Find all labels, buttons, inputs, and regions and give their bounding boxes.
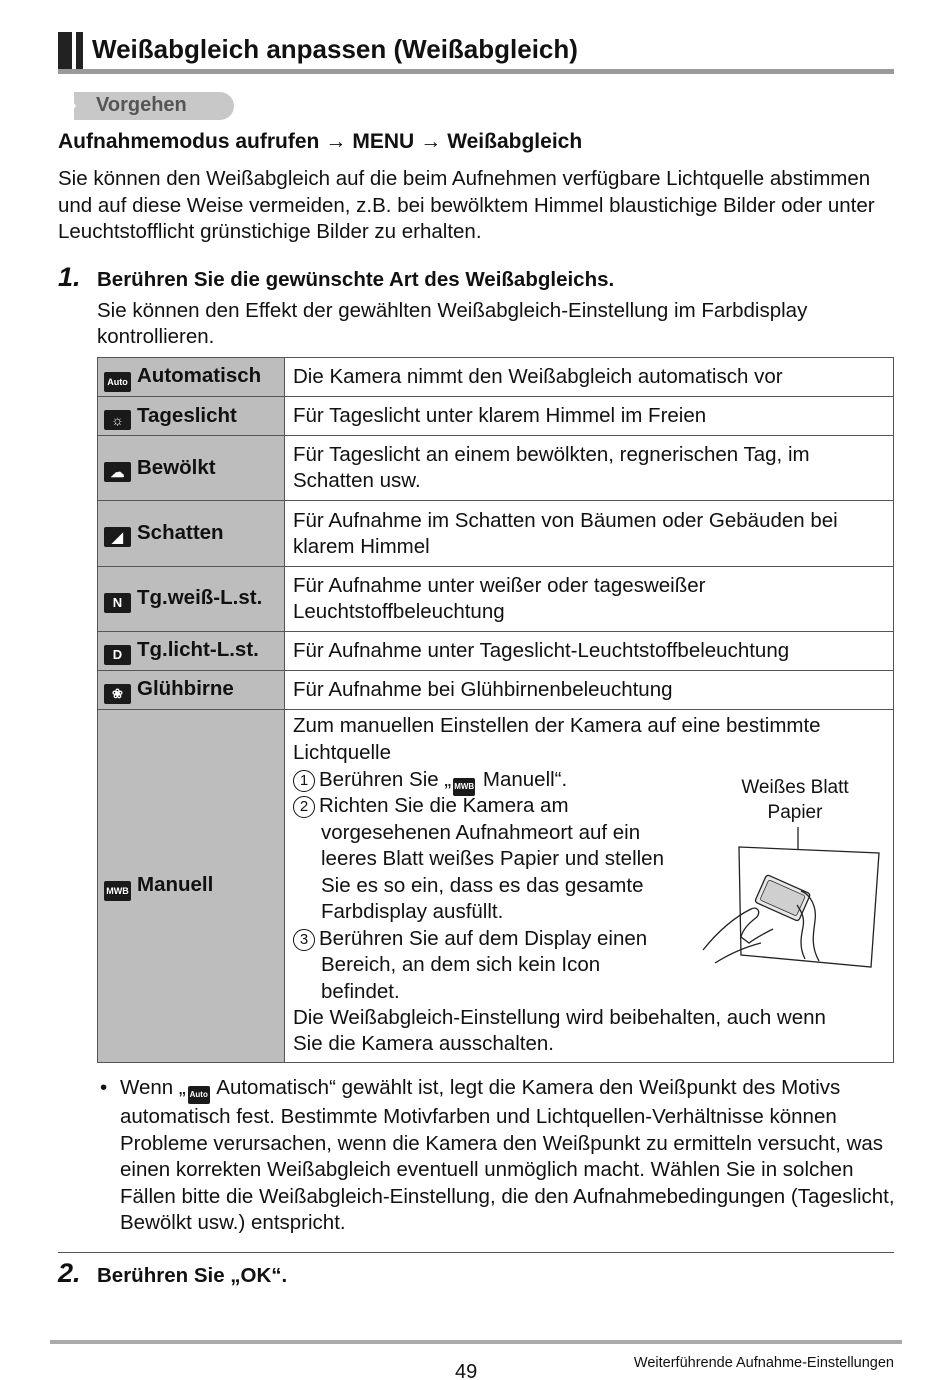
table-row bbox=[98, 632, 894, 671]
manual-step-text: Richten Sie die Kamera am bbox=[319, 794, 569, 817]
menu-path-step-2: MENU bbox=[352, 130, 415, 153]
manual-step-text: Sie es so ein, dass es das gesamte bbox=[321, 874, 644, 897]
mode-name: Tg.licht-L.st. bbox=[137, 638, 259, 661]
mode-name: Glühbirne bbox=[137, 677, 234, 700]
menu-path bbox=[58, 130, 582, 154]
manual-step-text: Farbdisplay ausfüllt. bbox=[321, 900, 504, 923]
note-text-pre: Wenn „ bbox=[120, 1076, 186, 1099]
manual-step-text: Berühren Sie „ bbox=[319, 768, 452, 791]
step-1-description: Sie können den Effekt der gewählten Weißabgleich-Einstellung im Farbdisplay kontrollieren. bbox=[97, 299, 808, 348]
table-row bbox=[98, 710, 894, 1063]
note-text bbox=[120, 1075, 895, 1237]
shade-icon: ◢ bbox=[104, 527, 131, 547]
white-balance-table bbox=[97, 357, 894, 1063]
bulb-icon: ❀ bbox=[104, 684, 131, 704]
manual-step-text: Manuell“. bbox=[477, 768, 568, 791]
manual-intro: Zum manuellen Einstellen der Kamera auf eine bestimmte bbox=[293, 714, 821, 737]
mode-name: Tageslicht bbox=[137, 403, 237, 427]
paper-label-line: Weißes Blatt bbox=[741, 777, 849, 798]
note-text-post: Automatisch“ gewählt ist, legt die Kamera den Weißpunkt des Motivs automatisch fest. Bestimmte Motivfarben und Lichtquellen-Verhältnisse können Probleme verursachen, wenn die Kamera den Weißpunkt zu ermitteln versucht, was einen korrekten Weißabgleich eventuell unmöglich macht. Wählen Sie in solchen Fällen bitte die Weißabgleich-Einstellung, die den Aufnahmebedingungen (Tageslicht, Bewölkt usw.) entspricht. bbox=[120, 1076, 895, 1234]
mode-description: Für Tageslicht unter klarem Himmel im Freien bbox=[285, 397, 894, 436]
mode-name: Bewölkt bbox=[137, 455, 216, 479]
table-row bbox=[98, 671, 894, 710]
title-marker-thin bbox=[76, 32, 83, 72]
manual-step-text: befindet. bbox=[321, 980, 400, 1003]
manual-wb-icon: MWB bbox=[453, 778, 475, 796]
table-row bbox=[98, 567, 894, 632]
mode-cell[interactable] bbox=[98, 567, 285, 632]
auto-wb-icon: Auto bbox=[188, 1086, 210, 1104]
step-2-number: 2. bbox=[58, 1258, 81, 1288]
paper-label bbox=[725, 775, 865, 825]
fluorescent-n-icon: N bbox=[104, 593, 131, 613]
table-row bbox=[98, 358, 894, 397]
step-circle: 1 bbox=[293, 770, 315, 792]
manual-outro: Sie die Kamera ausschalten. bbox=[293, 1032, 554, 1055]
procedure-label: Vorgehen bbox=[96, 94, 187, 116]
mode-cell[interactable] bbox=[98, 671, 285, 710]
manual-step-2 bbox=[293, 793, 569, 819]
step-1-heading: Berühren Sie die gewünschte Art des Weißabgleichs. bbox=[97, 268, 615, 291]
title-marker bbox=[58, 32, 72, 72]
procedure-badge bbox=[60, 92, 234, 120]
manual-outro: Die Weißabgleich-Einstellung wird beibehalten, auch wenn bbox=[293, 1006, 826, 1029]
manual-step-text: leeres Blatt weißes Papier und stellen bbox=[321, 847, 664, 870]
mode-cell[interactable] bbox=[98, 632, 285, 671]
cloud-icon: ☁ bbox=[104, 462, 131, 482]
manual-wb-icon: MWB bbox=[104, 881, 131, 901]
manual-step-text: Berühren Sie auf dem Display einen bbox=[319, 927, 648, 950]
step-1-number: 1. bbox=[58, 262, 81, 292]
fluorescent-d-icon: D bbox=[104, 645, 131, 665]
step-circle: 2 bbox=[293, 796, 315, 818]
arrow-right-icon: → bbox=[325, 130, 347, 153]
auto-wb-icon: Auto bbox=[104, 372, 131, 392]
camera-paper-illustration bbox=[701, 825, 891, 975]
mode-cell[interactable] bbox=[98, 710, 285, 1063]
mode-name: Manuell bbox=[137, 872, 214, 896]
page-number: 49 bbox=[455, 1361, 478, 1380]
manual-step-3 bbox=[293, 926, 647, 952]
mode-description: Die Kamera nimmt den Weißabgleich automatisch vor bbox=[285, 358, 894, 397]
mode-cell[interactable] bbox=[98, 358, 285, 397]
mode-cell[interactable] bbox=[98, 436, 285, 501]
bullet: • bbox=[100, 1076, 108, 1099]
intro-paragraph: Sie können den Weißabgleich auf die beim Aufnehmen verfügbare Lichtquelle abstimmen und auf diese Weise vermeiden, z.B. bei bewölktem Himmel blaustichige Bilder oder unter Leuchtstofflicht grünstichige Bilder zu erhalten. bbox=[58, 167, 875, 243]
step-circle: 3 bbox=[293, 929, 315, 951]
page-title-bar bbox=[58, 32, 894, 74]
mode-cell[interactable] bbox=[98, 397, 285, 436]
manual-step-1 bbox=[293, 767, 567, 796]
footer-section-title: Weiterführende Aufnahme-Einstellungen bbox=[633, 1355, 894, 1371]
manual-step-text: Bereich, an dem sich kein Icon bbox=[321, 953, 601, 976]
mode-cell[interactable] bbox=[98, 501, 285, 567]
mode-description: Für Aufnahme im Schatten von Bäumen oder Gebäuden bei klarem Himmel bbox=[285, 501, 894, 567]
divider bbox=[58, 1252, 894, 1253]
step-2-heading: Berühren Sie „OK“. bbox=[97, 1264, 288, 1287]
title-underline bbox=[58, 69, 894, 74]
arrow-right-icon: → bbox=[420, 130, 442, 153]
mode-name: Tg.weiß-L.st. bbox=[137, 586, 263, 609]
mode-description: Für Aufnahme unter weißer oder tagesweißer Leuchtstoffbeleuchtung bbox=[285, 567, 894, 632]
mode-description: Für Aufnahme bei Glühbirnenbeleuchtung bbox=[285, 671, 894, 710]
manual-description bbox=[285, 710, 894, 1063]
footer-rule bbox=[50, 1340, 902, 1344]
manual-intro: Lichtquelle bbox=[293, 741, 392, 764]
mode-description: Für Aufnahme unter Tageslicht-Leuchtstoffbeleuchtung bbox=[285, 632, 894, 671]
table-row bbox=[98, 397, 894, 436]
table-row bbox=[98, 436, 894, 501]
paper-label-line: Papier bbox=[767, 802, 823, 823]
mode-name: Schatten bbox=[137, 521, 224, 544]
mode-description: Für Tageslicht an einem bewölkten, regnerischen Tag, im Schatten usw. bbox=[285, 436, 894, 501]
mode-name: Automatisch bbox=[137, 363, 262, 387]
menu-path-step-1: Aufnahmemodus aufrufen bbox=[58, 130, 320, 153]
menu-path-step-3: Weißabgleich bbox=[447, 130, 583, 153]
page-title: Weißabgleich anpassen (Weißabgleich) bbox=[92, 34, 578, 64]
manual-step-text: vorgesehenen Aufnahmeort auf ein bbox=[321, 821, 641, 844]
table-row bbox=[98, 501, 894, 567]
sun-icon: ☼ bbox=[104, 410, 131, 430]
